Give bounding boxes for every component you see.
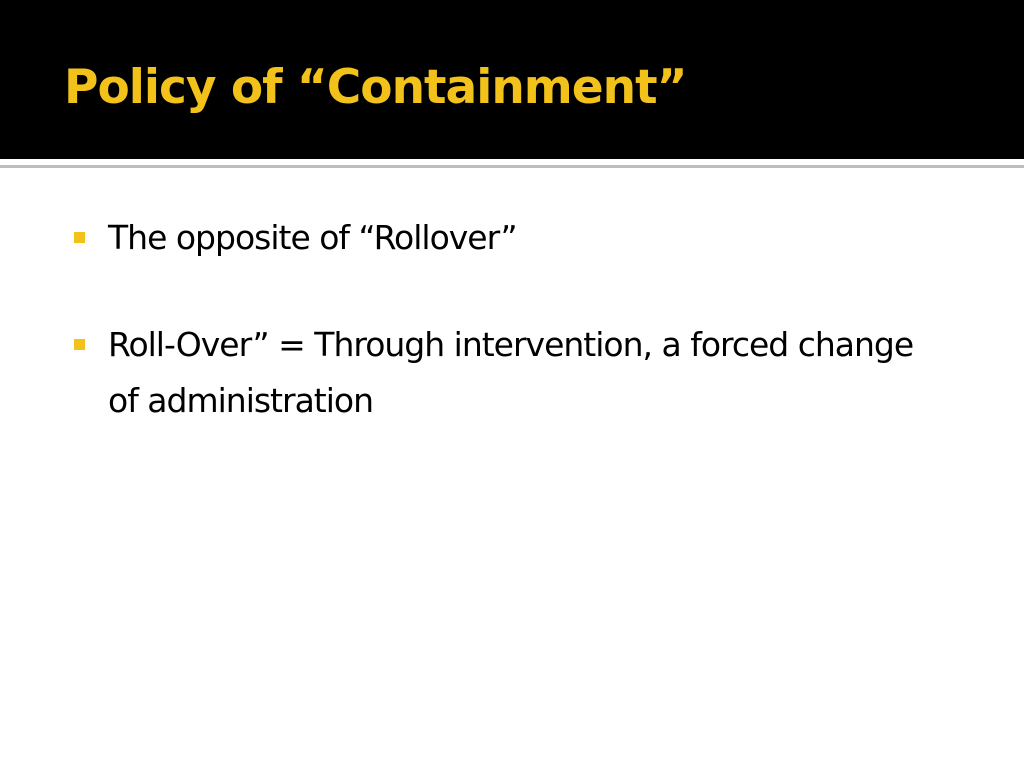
- square-bullet-icon: [74, 339, 85, 350]
- bullet-list: [72, 210, 952, 429]
- bullet-text: Roll-Over” = Through intervention, a forced change of administration: [108, 325, 914, 420]
- slide-title: Policy of “Containment”: [64, 60, 687, 115]
- bullet-item: [72, 210, 952, 266]
- square-bullet-icon: [74, 232, 85, 243]
- bullet-item: [72, 317, 952, 429]
- title-bar: [0, 0, 1024, 159]
- bullet-text: The opposite of “Rollover”: [108, 218, 517, 257]
- title-divider: [0, 165, 1024, 168]
